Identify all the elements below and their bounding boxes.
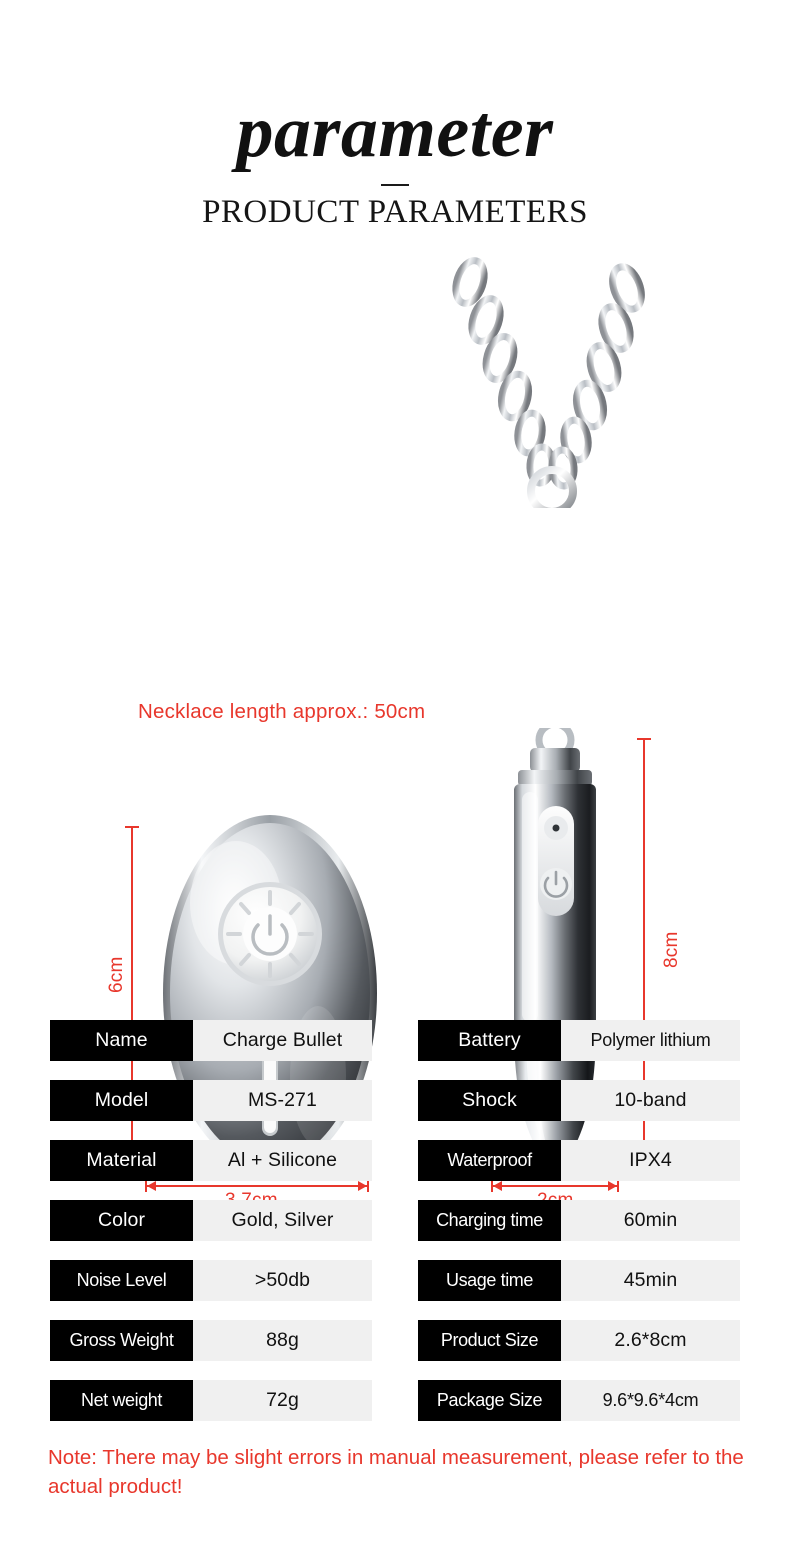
table-row bbox=[50, 1020, 372, 1061]
spec-key: Name bbox=[50, 1020, 193, 1061]
table-row bbox=[50, 1320, 372, 1361]
egg-height-label: 6cm bbox=[106, 956, 127, 993]
spec-table-right bbox=[418, 1020, 740, 1440]
spec-key: Material bbox=[50, 1140, 193, 1181]
spec-value: 9.6*9.6*4cm bbox=[561, 1380, 740, 1421]
table-row bbox=[50, 1140, 372, 1181]
spec-table-left bbox=[50, 1020, 372, 1440]
bullet-height-label: 8cm bbox=[661, 931, 682, 968]
spec-value: IPX4 bbox=[561, 1140, 740, 1181]
spec-key: Usage time bbox=[418, 1260, 561, 1301]
spec-value: MS-271 bbox=[193, 1080, 372, 1121]
table-row bbox=[418, 1320, 740, 1361]
spec-key: Noise Level bbox=[50, 1260, 193, 1301]
spec-value: Al + Silicone bbox=[193, 1140, 372, 1181]
spec-key: Charging time bbox=[418, 1200, 561, 1241]
necklace-length-label: Necklace length approx.: 50cm bbox=[138, 700, 426, 723]
spec-value: 72g bbox=[193, 1380, 372, 1421]
table-row bbox=[50, 1260, 372, 1301]
product-illustration bbox=[0, 248, 790, 993]
table-row bbox=[418, 1020, 740, 1061]
spec-key: Gross Weight bbox=[50, 1320, 193, 1361]
spec-value: 45min bbox=[561, 1260, 740, 1301]
spec-key: Net weight bbox=[50, 1380, 193, 1421]
spec-value: 88g bbox=[193, 1320, 372, 1361]
table-row bbox=[50, 1080, 372, 1121]
spec-key: Package Size bbox=[418, 1380, 561, 1421]
spec-value: 10-band bbox=[561, 1080, 740, 1121]
title-divider bbox=[381, 184, 409, 186]
necklace-chain-graphic bbox=[0, 248, 790, 508]
specification-tables bbox=[0, 1020, 790, 1440]
spec-key: Battery bbox=[418, 1020, 561, 1061]
page-header bbox=[0, 0, 790, 232]
spec-key: Model bbox=[50, 1080, 193, 1121]
spec-key: Waterproof bbox=[418, 1140, 561, 1181]
table-row bbox=[418, 1140, 740, 1181]
table-row bbox=[418, 1380, 740, 1421]
spec-key: Product Size bbox=[418, 1320, 561, 1361]
measurement-note: Note: There may be slight errors in manual measurement, please refer to the actual product! bbox=[48, 1446, 744, 1498]
page-title: parameter bbox=[236, 91, 554, 173]
spec-value: 2.6*8cm bbox=[561, 1320, 740, 1361]
egg-height-cap-top bbox=[125, 826, 139, 828]
spec-value: Gold, Silver bbox=[193, 1200, 372, 1241]
bullet-height-cap-top bbox=[637, 738, 651, 740]
spec-value: >50db bbox=[193, 1260, 372, 1301]
table-row bbox=[418, 1200, 740, 1241]
table-row bbox=[418, 1080, 740, 1121]
spec-value: 60min bbox=[561, 1200, 740, 1241]
spec-key: Color bbox=[50, 1200, 193, 1241]
table-row bbox=[418, 1260, 740, 1301]
page-subtitle: PRODUCT PARAMETERS bbox=[202, 194, 588, 230]
table-row bbox=[50, 1200, 372, 1241]
spec-key: Shock bbox=[418, 1080, 561, 1121]
spec-value: Polymer lithium bbox=[561, 1020, 740, 1061]
table-row bbox=[50, 1380, 372, 1421]
spec-value: Charge Bullet bbox=[193, 1020, 372, 1061]
